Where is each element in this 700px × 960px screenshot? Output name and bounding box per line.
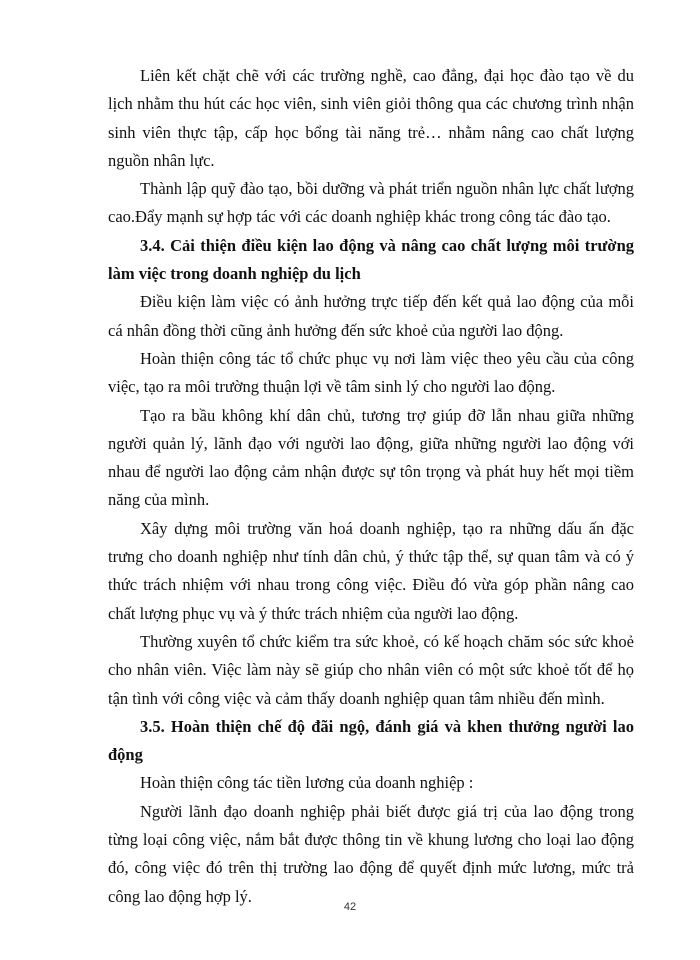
paragraph-salary-intro: Hoàn thiện công tác tiền lương của doanh nghiệp : — [140, 773, 474, 793]
paragraph-training-fund: Thành lập quỹ đào tạo, bồi dưỡng và phát triển nguồn nhân lực chất lượng cao.Đẩy mạnh sự hợp tác với các doanh nghiệp khác trong công tác đào tạo. — [108, 179, 634, 227]
section-heading-3-4: 3.4. Cải thiện điều kiện lao động và nâng cao chất lượng môi trường làm việc trong doanh nghiệp du lịch — [108, 235, 634, 284]
paragraph-corporate-culture: Xây dựng môi trường văn hoá doanh nghiệp, tạo ra những dấu ấn đặc trưng cho doanh nghiệp như tính dân chủ, ý thức tập thể, sự quan tâm và có ý thức trách nhiệm với nhau trong công việc. Điều đó vừa góp phần nâng cao chất lượng phục vụ và ý thức trách nhiệm của người lao động. — [108, 518, 634, 623]
page-content — [108, 62, 634, 911]
paragraph-working-conditions: Điều kiện làm việc có ảnh hưởng trực tiếp đến kết quả lao động của mỗi cá nhân đồng thời cũng ảnh hưởng đến sức khoẻ của người lao động. — [108, 292, 634, 340]
paragraph-university-partnership: Liên kết chặt chẽ với các trường nghề, cao đẳng, đại học đào tạo về du lịch nhằm thu hút các học viên, sinh viên giỏi thông qua các chương trình nhận sinh viên thực tập, cấp học bổng tài năng trẻ… nhằm nâng cao chất lượng nguồn nhân lực. — [108, 66, 634, 170]
section-heading-3-5: 3.5. Hoàn thiện chế độ đãi ngộ, đánh giá và khen thưởng người lao động — [108, 716, 634, 765]
paragraph-salary-details: Người lãnh đạo doanh nghiệp phải biết được giá trị của lao động trong từng loại công việc, nắm bắt được thông tin về khung lương cho loại lao động đó, công việc đó trên thị trường lao động để quyết định mức lương, mức trả công lao động hợp lý. — [108, 801, 634, 906]
paragraph-democratic-atmosphere: Tạo ra bầu không khí dân chủ, tương trợ giúp đỡ lẫn nhau giữa những người quản lý, lãnh đạo với người lao động, giữa những người lao động với nhau để người lao động cảm nhận được sự tôn trọng và phát huy hết mọi tiềm năng của mình. — [108, 405, 634, 510]
page-number: 42 — [343, 901, 357, 913]
paragraph-workplace-organization: Hoàn thiện công tác tổ chức phục vụ nơi làm việc theo yêu cầu của công việc, tạo ra môi trường thuận lợi về tâm sinh lý cho người lao động. — [108, 348, 634, 397]
paragraph-health-checks: Thường xuyên tổ chức kiểm tra sức khoẻ, có kế hoạch chăm sóc sức khoẻ cho nhân viên. Việc làm này sẽ giúp cho nhân viên có một sức khoẻ tốt để họ tận tình với công việc và cảm thấy doanh nghiệp quan tâm nhiều đến mình. — [108, 631, 634, 708]
